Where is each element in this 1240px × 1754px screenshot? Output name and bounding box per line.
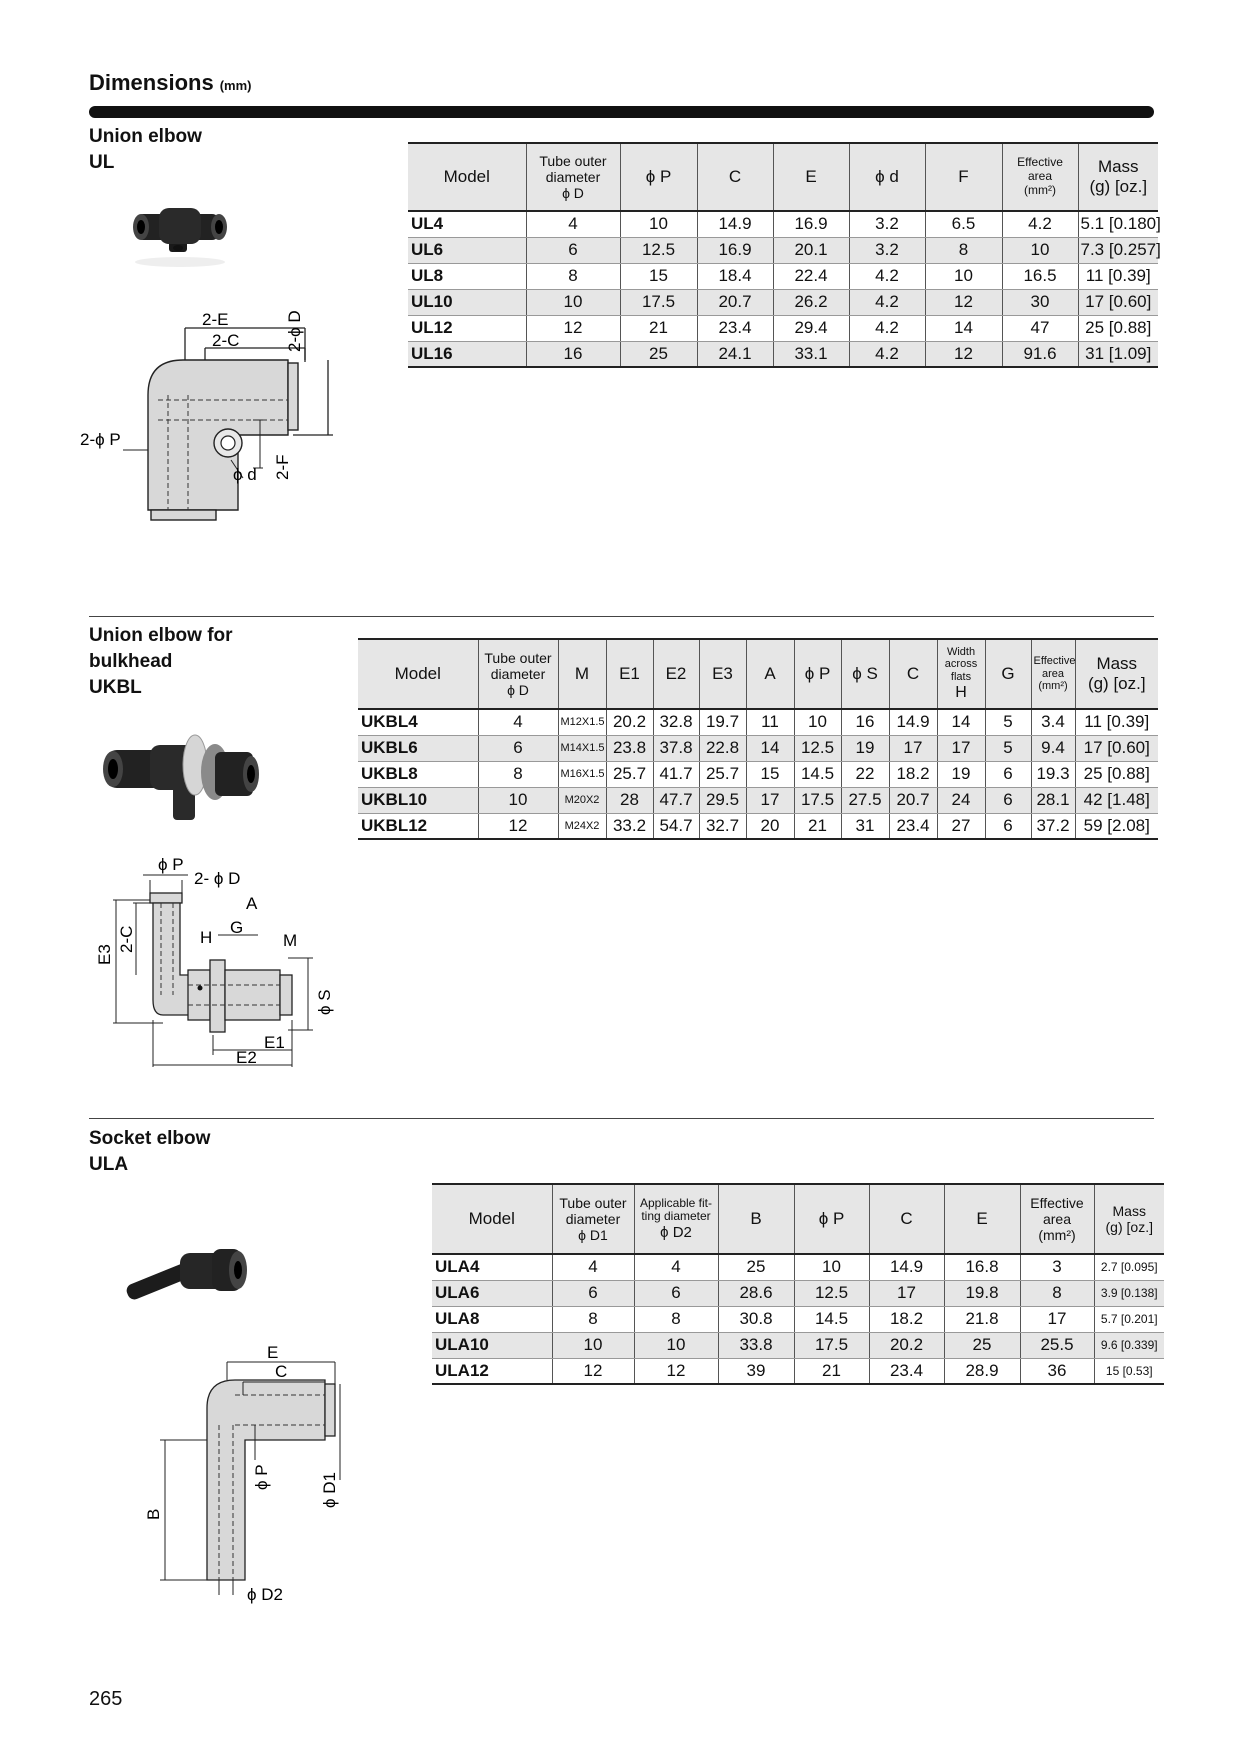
table-row bbox=[358, 761, 1158, 787]
ukbl-label-e1: E1 bbox=[264, 1033, 285, 1052]
table-cell: 22.4 bbox=[773, 263, 849, 289]
table-cell: 10 bbox=[620, 211, 697, 237]
table-cell: 3.4 bbox=[1031, 709, 1075, 735]
table-cell: 32.7 bbox=[699, 813, 746, 839]
table-cell: 21 bbox=[620, 315, 697, 341]
ul-header-mass-l1: Mass bbox=[1097, 157, 1139, 177]
ula-spec-table bbox=[432, 1183, 1164, 1385]
table-cell: 10 bbox=[925, 263, 1002, 289]
ula-header-mass bbox=[1094, 1184, 1164, 1254]
table-cell: 22.8 bbox=[699, 735, 746, 761]
ul-product-photo bbox=[125, 200, 235, 270]
table-cell: 30 bbox=[1002, 289, 1078, 315]
table-cell: 11 [0.39] bbox=[1078, 263, 1158, 289]
table-cell: 91.6 bbox=[1002, 341, 1078, 367]
ul-header-tube bbox=[526, 143, 620, 211]
header-rule bbox=[89, 106, 1154, 118]
table-cell: 3.2 bbox=[849, 237, 925, 263]
table-cell: 17 bbox=[889, 735, 937, 761]
table-cell: 17 bbox=[937, 735, 985, 761]
ul-header-tube-l1: Tube outer bbox=[539, 152, 607, 169]
ukbl-header-g: G bbox=[985, 639, 1031, 709]
table-cell: M14X1.5 bbox=[558, 735, 606, 761]
table-cell-model: UL6 bbox=[408, 237, 526, 263]
table-cell: 20 bbox=[746, 813, 794, 839]
ula-label-e: E bbox=[267, 1343, 279, 1362]
table-cell: 20.2 bbox=[869, 1332, 944, 1358]
table-cell-model: UL10 bbox=[408, 289, 526, 315]
ukbl-header-w-l2: across bbox=[944, 658, 978, 671]
table-cell: 17 [0.60] bbox=[1075, 735, 1158, 761]
table-cell: 12 bbox=[552, 1358, 634, 1384]
table-row bbox=[358, 813, 1158, 839]
ula-header-app-l3: ϕ D2 bbox=[660, 1224, 692, 1242]
table-cell: 25.7 bbox=[699, 761, 746, 787]
ukbl-header-width-across-flats bbox=[937, 639, 985, 709]
ula-label-d2: ϕ D2 bbox=[247, 1585, 283, 1604]
ul-header-eff-l1: Effective bbox=[1017, 155, 1063, 170]
ul-header-c: C bbox=[697, 143, 773, 211]
ukbl-header-tube-l1: Tube outer bbox=[484, 649, 552, 666]
ul-header-tube-l2: diameter bbox=[545, 168, 601, 185]
table-cell: 14 bbox=[925, 315, 1002, 341]
table-cell: 2.7 [0.095] bbox=[1094, 1254, 1164, 1280]
table-cell: M16X1.5 bbox=[558, 761, 606, 787]
ula-header-tube-l3: ϕ D1 bbox=[578, 1227, 608, 1244]
table-cell: 10 bbox=[794, 709, 841, 735]
table-cell: 8 bbox=[478, 761, 558, 787]
table-cell: 25 [0.88] bbox=[1078, 315, 1158, 341]
ula-section-title bbox=[89, 1126, 210, 1178]
ula-header-mass-l2: (g) [oz.] bbox=[1105, 1219, 1153, 1235]
table-cell: 4.2 bbox=[849, 289, 925, 315]
table-cell: 23.4 bbox=[697, 315, 773, 341]
table-cell: 4 bbox=[552, 1254, 634, 1280]
table-row bbox=[432, 1358, 1164, 1384]
table-cell: 25 [0.88] bbox=[1075, 761, 1158, 787]
table-cell: 9.6 [0.339] bbox=[1094, 1332, 1164, 1358]
ukbl-title-line1: Union elbow for bbox=[89, 625, 233, 646]
table-cell: 3 bbox=[1020, 1254, 1094, 1280]
table-cell: 10 bbox=[794, 1254, 869, 1280]
table-cell: 19 bbox=[841, 735, 889, 761]
page-title-unit: (mm) bbox=[219, 78, 252, 93]
table-cell: 10 bbox=[1002, 237, 1078, 263]
ul-label-2e: 2-E bbox=[202, 310, 229, 329]
table-cell: 36 bbox=[1020, 1358, 1094, 1384]
table-cell: 6 bbox=[985, 813, 1031, 839]
ul-label-2d: 2-ϕ D bbox=[285, 310, 304, 352]
table-cell: 28.6 bbox=[718, 1280, 794, 1306]
table-cell: 15 bbox=[620, 263, 697, 289]
table-cell: 17.5 bbox=[620, 289, 697, 315]
table-cell: 6 bbox=[634, 1280, 718, 1306]
table-cell: 8 bbox=[925, 237, 1002, 263]
table-cell: 20.7 bbox=[697, 289, 773, 315]
ukbl-title-line2: bulkhead bbox=[89, 651, 173, 672]
ukbl-label-m: M bbox=[283, 931, 298, 950]
table-cell: 47.7 bbox=[653, 787, 699, 813]
ukbl-header-a: A bbox=[746, 639, 794, 709]
table-cell: 29.4 bbox=[773, 315, 849, 341]
table-cell: 28.1 bbox=[1031, 787, 1075, 813]
ula-header-eff-l3: (mm²) bbox=[1038, 1227, 1076, 1244]
table-row bbox=[432, 1280, 1164, 1306]
table-cell: M24X2 bbox=[558, 813, 606, 839]
table-cell: 12 bbox=[634, 1358, 718, 1384]
ukbl-spec-table bbox=[358, 638, 1158, 840]
ula-dimension-drawing bbox=[135, 1340, 355, 1605]
table-cell: M12X1.5 bbox=[558, 709, 606, 735]
table-cell: 15 [0.53] bbox=[1094, 1358, 1164, 1384]
table-cell: 4 bbox=[634, 1254, 718, 1280]
table-cell: 10 bbox=[552, 1332, 634, 1358]
ul-header-f: F bbox=[925, 143, 1002, 211]
table-cell: 5 bbox=[985, 735, 1031, 761]
ula-label-c: C bbox=[275, 1362, 288, 1381]
ula-title-line1: Socket elbow bbox=[89, 1128, 211, 1149]
table-cell: 20.2 bbox=[606, 709, 653, 735]
ukbl-header-c: C bbox=[889, 639, 937, 709]
table-cell: 28 bbox=[606, 787, 653, 813]
table-cell: 33.8 bbox=[718, 1332, 794, 1358]
table-cell: 14.9 bbox=[697, 211, 773, 237]
ukbl-header-w-l1: Width bbox=[946, 645, 976, 658]
ukbl-dimension-drawing bbox=[88, 845, 363, 1075]
ukbl-header-mass bbox=[1075, 639, 1158, 709]
ukbl-label-e2: E2 bbox=[236, 1048, 257, 1067]
table-cell: 11 [0.39] bbox=[1075, 709, 1158, 735]
table-cell: 14.9 bbox=[869, 1254, 944, 1280]
table-cell: 17 [0.60] bbox=[1078, 289, 1158, 315]
table-cell: 8 bbox=[634, 1306, 718, 1332]
ukbl-header-model: Model bbox=[358, 639, 478, 709]
table-cell: 16 bbox=[841, 709, 889, 735]
ula-header-mass-l1: Mass bbox=[1112, 1202, 1146, 1219]
table-cell-model: ULA8 bbox=[432, 1306, 552, 1332]
table-cell: 21.8 bbox=[944, 1306, 1020, 1332]
table-cell: 3.9 [0.138] bbox=[1094, 1280, 1164, 1306]
table-cell: 59 [2.08] bbox=[1075, 813, 1158, 839]
ula-label-d1: ϕ D1 bbox=[320, 1472, 339, 1508]
table-cell: 12.5 bbox=[620, 237, 697, 263]
ul-header-p: ϕ P bbox=[620, 143, 697, 211]
ul-label-d: ϕ d bbox=[233, 465, 257, 484]
table-cell: 17 bbox=[746, 787, 794, 813]
table-cell-model: UL12 bbox=[408, 315, 526, 341]
table-cell: 54.7 bbox=[653, 813, 699, 839]
ul-header-eff-l3: (mm²) bbox=[1024, 182, 1056, 197]
ukbl-label-s: ϕ S bbox=[315, 989, 334, 1015]
page-number: 265 bbox=[89, 1688, 123, 1710]
table-cell-model: UKBL6 bbox=[358, 735, 478, 761]
ukbl-label-a: A bbox=[246, 894, 258, 913]
table-cell: 19.8 bbox=[944, 1280, 1020, 1306]
table-cell: 10 bbox=[478, 787, 558, 813]
table-cell: 3.2 bbox=[849, 211, 925, 237]
table-cell: 39 bbox=[718, 1358, 794, 1384]
table-cell: 25 bbox=[718, 1254, 794, 1280]
table-cell: 37.8 bbox=[653, 735, 699, 761]
ul-header-mass bbox=[1078, 143, 1158, 211]
table-cell: 16.8 bbox=[944, 1254, 1020, 1280]
table-cell: 27.5 bbox=[841, 787, 889, 813]
table-cell-model: ULA6 bbox=[432, 1280, 552, 1306]
table-cell-model: UKBL10 bbox=[358, 787, 478, 813]
table-cell: 10 bbox=[526, 289, 620, 315]
table-cell: 6 bbox=[985, 787, 1031, 813]
ukbl-header-w-l4: H bbox=[955, 683, 967, 701]
table-cell: 12.5 bbox=[794, 1280, 869, 1306]
table-cell: 8 bbox=[1020, 1280, 1094, 1306]
table-cell: 17.5 bbox=[794, 1332, 869, 1358]
table-cell: 7.3 [0.257] bbox=[1078, 237, 1158, 263]
table-cell: 33.1 bbox=[773, 341, 849, 367]
table-cell: 10 bbox=[634, 1332, 718, 1358]
table-cell: 16.5 bbox=[1002, 263, 1078, 289]
table-row bbox=[408, 237, 1158, 263]
table-cell: 42 [1.48] bbox=[1075, 787, 1158, 813]
table-cell: 25.5 bbox=[1020, 1332, 1094, 1358]
table-row bbox=[432, 1306, 1164, 1332]
table-cell: 20.1 bbox=[773, 237, 849, 263]
ukbl-section-title bbox=[89, 623, 233, 701]
ukbl-header-mass-l1: Mass bbox=[1096, 654, 1138, 674]
table-cell: 18.4 bbox=[697, 263, 773, 289]
ul-dimension-drawing bbox=[80, 300, 353, 525]
table-cell: 11 bbox=[746, 709, 794, 735]
table-cell: 21 bbox=[794, 1358, 869, 1384]
ula-header-e: E bbox=[944, 1184, 1020, 1254]
ukbl-header-m: M bbox=[558, 639, 606, 709]
table-cell-model: ULA12 bbox=[432, 1358, 552, 1384]
ukbl-title-line3: UKBL bbox=[89, 677, 142, 698]
table-cell: 33.2 bbox=[606, 813, 653, 839]
table-cell: 4.2 bbox=[849, 341, 925, 367]
table-cell: 14.5 bbox=[794, 761, 841, 787]
table-cell: 5.1 [0.180] bbox=[1078, 211, 1158, 237]
table-cell: 14.5 bbox=[794, 1306, 869, 1332]
page-title bbox=[89, 70, 251, 96]
ukbl-header-s: ϕ S bbox=[841, 639, 889, 709]
table-row bbox=[408, 263, 1158, 289]
ukbl-header-tube bbox=[478, 639, 558, 709]
table-cell: 17.5 bbox=[794, 787, 841, 813]
ula-header-tube-l1: Tube outer bbox=[559, 1194, 627, 1211]
table-cell: 12 bbox=[478, 813, 558, 839]
table-cell: 23.4 bbox=[869, 1358, 944, 1384]
ula-header-effective bbox=[1020, 1184, 1094, 1254]
table-cell: 14 bbox=[937, 709, 985, 735]
table-cell-model: UKBL12 bbox=[358, 813, 478, 839]
ukbl-header-eff-l3: (mm²) bbox=[1038, 680, 1068, 693]
table-cell: 31 bbox=[841, 813, 889, 839]
ul-header-d: ϕ d bbox=[849, 143, 925, 211]
table-cell: 25 bbox=[620, 341, 697, 367]
ul-label-2f: 2-F bbox=[273, 454, 292, 480]
table-cell: 8 bbox=[526, 263, 620, 289]
ula-header-eff-l2: area bbox=[1042, 1210, 1072, 1227]
ukbl-header-w-l3: flats bbox=[950, 671, 972, 684]
table-cell: 16 bbox=[526, 341, 620, 367]
table-cell: 12 bbox=[925, 289, 1002, 315]
table-cell: 14 bbox=[746, 735, 794, 761]
table-cell: 21 bbox=[794, 813, 841, 839]
table-cell: 6.5 bbox=[925, 211, 1002, 237]
table-cell: 4 bbox=[526, 211, 620, 237]
ul-header-effective bbox=[1002, 143, 1078, 211]
table-cell: 31 [1.09] bbox=[1078, 341, 1158, 367]
table-cell: 5 bbox=[985, 709, 1031, 735]
table-cell: 6 bbox=[985, 761, 1031, 787]
table-cell: M20X2 bbox=[558, 787, 606, 813]
table-cell: 32.8 bbox=[653, 709, 699, 735]
section-divider bbox=[89, 1118, 1154, 1119]
ula-label-b: B bbox=[144, 1508, 163, 1520]
ul-header-mass-l2: (g) [oz.] bbox=[1089, 177, 1148, 196]
ula-header-model: Model bbox=[432, 1184, 552, 1254]
table-cell: 19 bbox=[937, 761, 985, 787]
ukbl-label-e3: E3 bbox=[95, 944, 114, 965]
table-cell: 12 bbox=[526, 315, 620, 341]
table-cell: 27 bbox=[937, 813, 985, 839]
ula-title-line2: ULA bbox=[89, 1154, 129, 1175]
table-cell: 20.7 bbox=[889, 787, 937, 813]
table-cell: 30.8 bbox=[718, 1306, 794, 1332]
table-cell: 6 bbox=[526, 237, 620, 263]
table-cell-model: UL8 bbox=[408, 263, 526, 289]
ukbl-label-2c: 2-C bbox=[117, 925, 136, 953]
table-cell: 9.4 bbox=[1031, 735, 1075, 761]
table-row bbox=[358, 735, 1158, 761]
ul-title-line2: UL bbox=[89, 152, 115, 173]
ula-label-p: ϕ P bbox=[252, 1464, 271, 1490]
ukbl-header-mass-l2: (g) [oz.] bbox=[1087, 674, 1146, 693]
ul-header-tube-l3: ϕ D bbox=[562, 185, 584, 202]
table-cell: 28.9 bbox=[944, 1358, 1020, 1384]
table-cell: 8 bbox=[552, 1306, 634, 1332]
ul-header-model: Model bbox=[408, 143, 526, 211]
table-row bbox=[408, 289, 1158, 315]
ukbl-product-photo bbox=[95, 730, 265, 825]
table-cell: 4.2 bbox=[849, 315, 925, 341]
table-row bbox=[408, 211, 1158, 237]
table-cell: 5.7 [0.201] bbox=[1094, 1306, 1164, 1332]
ul-label-2p: 2-ϕ P bbox=[80, 430, 121, 449]
table-cell: 23.4 bbox=[889, 813, 937, 839]
table-row bbox=[432, 1254, 1164, 1280]
ukbl-label-p: ϕ P bbox=[158, 855, 184, 874]
table-cell: 22 bbox=[841, 761, 889, 787]
table-cell-model: UL4 bbox=[408, 211, 526, 237]
ula-header-applicable bbox=[634, 1184, 718, 1254]
ukbl-header-eff-l1: Effective bbox=[1033, 655, 1076, 668]
ukbl-header-e3: E3 bbox=[699, 639, 746, 709]
ukbl-label-h: H bbox=[200, 928, 213, 947]
table-cell: 12 bbox=[925, 341, 1002, 367]
ukbl-header-e1: E1 bbox=[606, 639, 653, 709]
table-row bbox=[432, 1332, 1164, 1358]
ukbl-header-e2: E2 bbox=[653, 639, 699, 709]
table-row bbox=[358, 787, 1158, 813]
table-cell: 47 bbox=[1002, 315, 1078, 341]
table-cell: 19.3 bbox=[1031, 761, 1075, 787]
table-cell: 24 bbox=[937, 787, 985, 813]
ula-header-tube-l2: diameter bbox=[565, 1210, 621, 1227]
table-cell: 24.1 bbox=[697, 341, 773, 367]
ula-header-app-l2: ting diameter bbox=[641, 1209, 711, 1224]
table-cell: 6 bbox=[478, 735, 558, 761]
table-row bbox=[408, 315, 1158, 341]
ul-spec-table bbox=[408, 142, 1161, 368]
table-cell: 25 bbox=[944, 1332, 1020, 1358]
table-cell: 17 bbox=[1020, 1306, 1094, 1332]
ukbl-label-2d: 2- ϕ D bbox=[194, 869, 241, 888]
ula-header-eff-l1: Effective bbox=[1030, 1194, 1084, 1211]
ul-label-2c: 2-C bbox=[212, 331, 240, 350]
table-cell: 26.2 bbox=[773, 289, 849, 315]
table-cell: 41.7 bbox=[653, 761, 699, 787]
page-title-text: Dimensions bbox=[89, 70, 214, 95]
ul-header-e: E bbox=[773, 143, 849, 211]
ula-product-photo bbox=[120, 1235, 255, 1310]
table-cell: 6 bbox=[552, 1280, 634, 1306]
ula-header-c: C bbox=[869, 1184, 944, 1254]
table-row bbox=[358, 709, 1158, 735]
ula-header-p: ϕ P bbox=[794, 1184, 869, 1254]
section-divider bbox=[89, 616, 1154, 617]
table-cell: 4 bbox=[478, 709, 558, 735]
table-cell: 17 bbox=[869, 1280, 944, 1306]
table-cell: 15 bbox=[746, 761, 794, 787]
table-cell: 37.2 bbox=[1031, 813, 1075, 839]
table-cell-model: UKBL8 bbox=[358, 761, 478, 787]
table-cell: 16.9 bbox=[697, 237, 773, 263]
table-cell: 29.5 bbox=[699, 787, 746, 813]
ul-header-eff-l2: area bbox=[1027, 169, 1053, 184]
ula-header-b: B bbox=[718, 1184, 794, 1254]
ula-header-tube bbox=[552, 1184, 634, 1254]
table-cell: 18.2 bbox=[869, 1306, 944, 1332]
ul-title-line1: Union elbow bbox=[89, 126, 202, 147]
ul-section-title bbox=[89, 124, 202, 176]
table-cell-model: UKBL4 bbox=[358, 709, 478, 735]
table-row bbox=[408, 341, 1158, 367]
ukbl-header-tube-l2: diameter bbox=[490, 665, 546, 682]
table-cell: 16.9 bbox=[773, 211, 849, 237]
ukbl-header-tube-l3: ϕ D bbox=[507, 682, 529, 699]
table-cell: 25.7 bbox=[606, 761, 653, 787]
table-cell: 23.8 bbox=[606, 735, 653, 761]
table-cell: 14.9 bbox=[889, 709, 937, 735]
table-cell-model: ULA10 bbox=[432, 1332, 552, 1358]
table-cell-model: UL16 bbox=[408, 341, 526, 367]
table-cell: 4.2 bbox=[849, 263, 925, 289]
ukbl-label-g: G bbox=[230, 918, 244, 937]
table-cell-model: ULA4 bbox=[432, 1254, 552, 1280]
table-cell: 19.7 bbox=[699, 709, 746, 735]
ukbl-header-eff-l2: area bbox=[1041, 667, 1065, 680]
ula-header-app-l1: Applicable fit- bbox=[639, 1195, 713, 1210]
ukbl-header-effective bbox=[1031, 639, 1075, 709]
table-cell: 18.2 bbox=[889, 761, 937, 787]
ukbl-header-p: ϕ P bbox=[794, 639, 841, 709]
table-cell: 12.5 bbox=[794, 735, 841, 761]
table-cell: 4.2 bbox=[1002, 211, 1078, 237]
